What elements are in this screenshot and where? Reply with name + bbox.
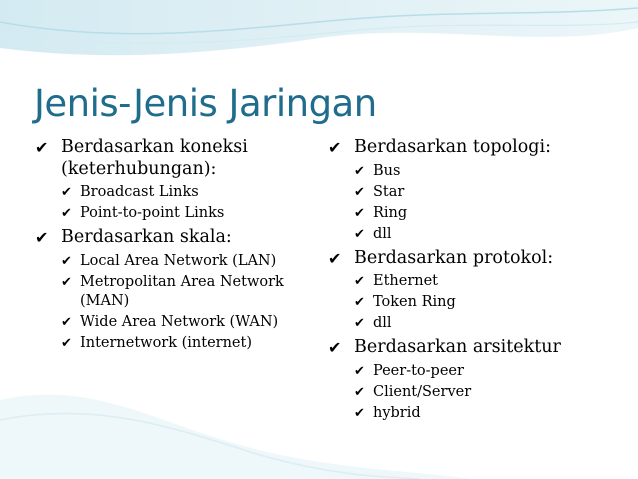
left-bullet-list — [34, 137, 319, 353]
sub-item-label: Star — [373, 183, 405, 200]
list-item — [353, 272, 627, 291]
sub-item-label: Internetwork (internet) — [80, 334, 252, 351]
checkmark-icon: ✔ — [354, 226, 365, 242]
checkmark-icon: ✔ — [61, 274, 72, 290]
sub-item-label: Broadcast Links — [80, 184, 199, 200]
sub-list — [353, 362, 627, 423]
bullet-label: Berdasarkan skala: — [61, 227, 232, 247]
checkmark-icon: ✔ — [354, 316, 365, 331]
checkmark-icon: ✔ — [328, 138, 342, 157]
checkmark-icon: ✔ — [35, 138, 49, 157]
sub-item-label: Wide Area Network (WAN) — [80, 313, 279, 330]
bullet-label: Berdasarkan koneksi (keterhubungan): — [61, 137, 248, 179]
list-item — [353, 225, 627, 244]
checkmark-icon: ✔ — [354, 205, 365, 221]
sub-list — [353, 162, 627, 244]
checkmark-icon: ✔ — [61, 185, 72, 200]
list-item — [34, 227, 319, 353]
list-item — [327, 248, 627, 334]
sub-item-label: Bus — [373, 162, 401, 179]
list-item — [353, 162, 627, 181]
list-item — [34, 137, 319, 223]
list-item — [327, 137, 627, 244]
checkmark-icon: ✔ — [61, 206, 72, 221]
checkmark-icon: ✔ — [328, 248, 342, 268]
list-item — [60, 252, 319, 271]
checkmark-icon: ✔ — [354, 184, 365, 200]
checkmark-icon: ✔ — [354, 384, 365, 400]
list-item — [327, 337, 627, 423]
list-item — [353, 383, 627, 402]
list-item — [60, 183, 319, 202]
sub-item-label: Ethernet — [373, 273, 439, 289]
checkmark-icon: ✔ — [328, 338, 342, 357]
checkmark-icon: ✔ — [35, 228, 49, 247]
sub-item-label: Token Ring — [373, 294, 456, 310]
right-column — [327, 137, 627, 427]
list-item — [353, 204, 627, 223]
checkmark-icon: ✔ — [354, 274, 365, 289]
list-item — [353, 404, 627, 423]
sub-item-label: Local Area Network (LAN) — [80, 252, 277, 269]
sub-list — [60, 183, 319, 223]
sub-item-label: Point-to-point Links — [80, 205, 225, 221]
left-column — [34, 137, 319, 357]
sub-list — [60, 252, 319, 353]
list-item — [60, 273, 319, 311]
slide-title: Jenis-Jenis Jaringan — [34, 82, 377, 125]
list-item — [353, 314, 627, 333]
sub-list — [353, 272, 627, 333]
list-item — [353, 362, 627, 381]
checkmark-icon: ✔ — [61, 335, 72, 351]
checkmark-icon: ✔ — [354, 405, 365, 421]
checkmark-icon: ✔ — [354, 363, 365, 379]
checkmark-icon: ✔ — [61, 314, 72, 330]
list-item — [60, 334, 319, 353]
list-item — [353, 183, 627, 202]
list-item — [60, 313, 319, 332]
bullet-label: Berdasarkan topologi: — [354, 137, 552, 157]
right-bullet-list — [327, 137, 627, 423]
checkmark-icon: ✔ — [354, 163, 365, 179]
sub-item-label: Ring — [373, 204, 408, 221]
sub-item-label: hybrid — [373, 404, 421, 421]
list-item — [60, 204, 319, 223]
checkmark-icon: ✔ — [61, 253, 72, 269]
sub-item-label: Peer-to-peer — [373, 362, 464, 379]
sub-item-label: dll — [373, 315, 392, 331]
list-item — [353, 293, 627, 312]
sub-item-label: Client/Server — [373, 383, 472, 400]
sub-item-label: dll — [373, 225, 392, 242]
bullet-label: Berdasarkan arsitektur — [354, 337, 561, 357]
checkmark-icon: ✔ — [354, 295, 365, 310]
bullet-label: Berdasarkan protokol: — [354, 247, 554, 268]
sub-item-label: Metropolitan Area Network (MAN) — [80, 273, 284, 309]
